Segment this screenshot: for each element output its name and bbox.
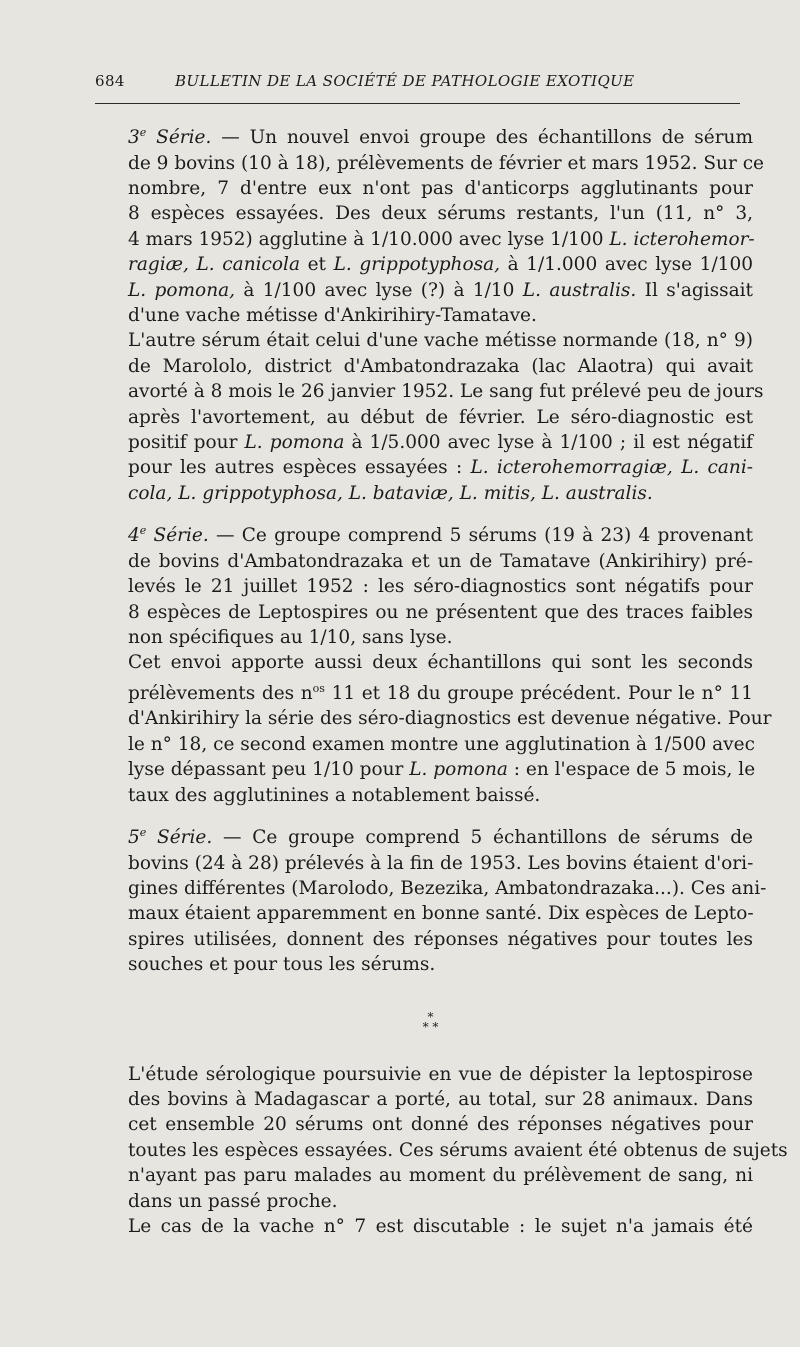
text-line: après l'avortement, au début de février. Le séro-diagnostic est — [128, 406, 753, 428]
text-line: pour les autres espèces essayées : L. icterohemorragiæ, L. cani- — [128, 457, 753, 479]
paragraph-serie-4 — [108, 518, 753, 650]
text-line: des bovins à Madagascar a porté, au total, sur 28 animaux. Dans — [128, 1089, 753, 1111]
text-line: L'autre sérum était celui d'une vache métisse normande (18, n° 9) — [128, 330, 753, 352]
text-line: maux étaient apparemment en bonne santé. Dix espèces de Lepto- — [128, 903, 754, 925]
text-line: toutes les espèces essayées. Ces sérums avaient été obtenus de sujets — [128, 1139, 788, 1161]
text-line: ragiæ, L. canicola et L. grippotyphosa, à 1/1.000 avec lyse 1/100 — [128, 254, 753, 276]
text-line: cola, L. grippotyphosa, L. bataviæ, L. mitis, L. australis. — [128, 482, 653, 504]
text-line: taux des agglutinines a notablement baissé. — [128, 784, 541, 806]
paragraph-serie-3-case — [108, 328, 764, 506]
page-number: 684 — [95, 72, 125, 90]
text-line: souches et pour tous les sérums. — [128, 954, 436, 976]
text-line: non spécifiques au 1/10, sans lyse. — [128, 627, 453, 649]
paragraph-vache-7 — [108, 1214, 753, 1239]
text-line: positif pour L. pomona à 1/5.000 avec lyse à 1/100 ; il est négatif — [128, 432, 753, 454]
text-line: cet ensemble 20 sérums ont donné des réponses négatives pour — [128, 1114, 753, 1136]
paragraph-conclusion — [108, 1062, 788, 1214]
journal-title: BULLETIN DE LA SOCIÉTÉ DE PATHOLOGIE EXOTIQUE — [175, 72, 635, 90]
text-line: de bovins d'Ambatondrazaka et un de Tamatave (Ankirihiry) pré- — [128, 550, 753, 572]
text-line: d'Ankirihiry la série des séro-diagnostics est devenue négative. Pour — [128, 708, 772, 730]
text-line: avorté à 8 mois le 26 janvier 1952. Le sang fut prélevé peu de jours — [128, 381, 764, 403]
text-line: prélèvements des $n^{os}$ 11 et 18 du groupe précédent. Pour le n° 11 — [128, 681, 753, 704]
text-line: d'une vache métisse d'Ankirihiry-Tamatave. — [128, 305, 537, 326]
text-line: le n° 18, ce second examen montre une agglutination à 1/500 avec — [128, 733, 755, 755]
text-line: 5e Série. — Ce groupe comprend 5 échantillons de sérums de — [128, 826, 754, 849]
text-line: Cet envoi apporte aussi deux échantillons qui sont les seconds — [128, 652, 753, 674]
text-line: bovins (24 à 28) prélevés à la fin de 1953. Les bovins étaient d'ori- — [128, 852, 754, 874]
text-line: n'ayant pas paru malades au moment du prélèvement de sang, ni — [128, 1165, 753, 1187]
text-line: de 9 bovins (10 à 18), prélèvements de février et mars 1952. Sur ce — [128, 152, 765, 174]
text-line: 3e Série. — Un nouvel envoi groupe des échantillons de sérum — [128, 126, 753, 149]
text-line: 8 espèces de Leptospires ou ne présentent que des traces faibles — [128, 601, 753, 623]
text-line: levés le 21 juillet 1952 : les séro-diagnostics sont négatifs pour — [128, 576, 753, 598]
section-asterism — [108, 1009, 753, 1034]
paragraph-serie-3 — [108, 120, 765, 328]
text-line: Le cas de la vache n° 7 est discutable : le sujet n'a jamais été — [128, 1216, 753, 1238]
asterism-top: * — [427, 1009, 434, 1024]
text-line: L. pomona, à 1/100 avec lyse (?) à 1/10 L. australis. Il s'agissait — [128, 279, 753, 301]
text-line: L'étude sérologique poursuivie en vue de dépister la leptospirose — [128, 1063, 753, 1085]
text-line: gines différentes (Marolodo, Bezezika, Ambatondrazaka...). Ces ani- — [128, 878, 767, 899]
text-line: 4e Série. — Ce groupe comprend 5 sérums (19 à 23) 4 provenant — [128, 524, 753, 547]
text-line: spires utilisées, donnent des réponses négatives pour toutes les — [128, 928, 753, 950]
text-line: 4 mars 1952) agglutine à 1/10.000 avec lyse 1/100 L. icterohemor- — [128, 228, 755, 250]
header-rule — [95, 103, 740, 104]
paragraph-serie-5 — [108, 820, 767, 978]
text-line: lyse dépassant peu 1/10 pour L. pomona : en l'espace de 5 mois, le — [128, 759, 756, 781]
asterism-bottom: * * — [422, 1019, 439, 1034]
text-line: dans un passé proche. — [128, 1190, 338, 1212]
article-body — [108, 120, 788, 1239]
paragraph-serie-4-followup — [108, 650, 772, 808]
text-line: de Marololo, district d'Ambatondrazaka (lac Alaotra) qui avait — [128, 355, 753, 377]
text-line: nombre, 7 d'entre eux n'ont pas d'anticorps agglutinants pour — [128, 177, 753, 199]
text-line: 8 espèces essayées. Des deux sérums restants, l'un (11, n° 3, — [128, 203, 753, 225]
